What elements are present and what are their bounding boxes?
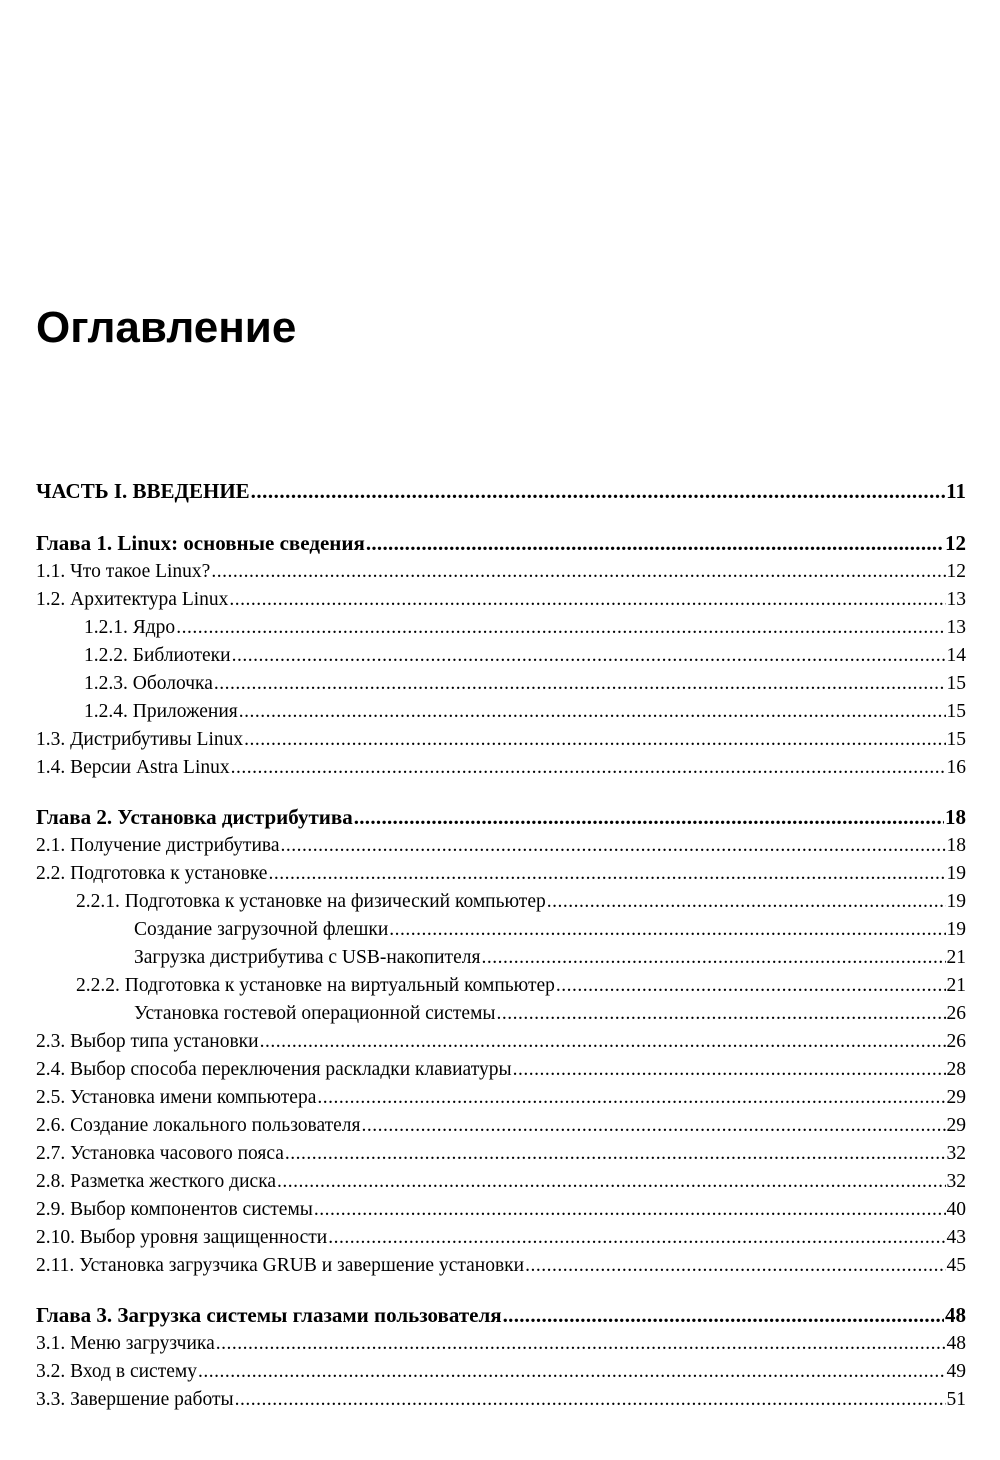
dot-leader [211, 558, 945, 586]
dot-leader [232, 642, 946, 670]
toc-label: 1.2.1. Ядро [84, 617, 176, 638]
toc-label: ЧАСТЬ I. ВВЕДЕНИЕ [36, 479, 250, 503]
toc-label: 2.2. Подготовка к установке [36, 863, 268, 884]
toc-subsection[interactable] [36, 614, 966, 642]
dot-leader [229, 586, 945, 614]
toc-label: Загрузка дистрибутива с USB-накопителя [134, 947, 481, 968]
toc-label: 2.1. Получение дистрибутива [36, 835, 280, 856]
toc-page-number: 43 [946, 1227, 966, 1248]
toc-page-number: 19 [946, 863, 966, 884]
dot-leader [231, 754, 946, 782]
toc-label: Глава 1. Linux: основные сведения [36, 531, 365, 555]
table-of-contents [36, 476, 966, 1414]
toc-page-number: 12 [946, 561, 966, 582]
toc-section[interactable] [36, 1196, 966, 1224]
toc-page-number: 13 [946, 617, 966, 638]
toc-subsubsection[interactable] [36, 944, 966, 972]
toc-label: 1.2.3. Оболочка [84, 673, 213, 694]
toc-label: 2.7. Установка часового пояса [36, 1143, 284, 1164]
toc-label: 3.1. Меню загрузчика [36, 1333, 215, 1354]
toc-section[interactable] [36, 558, 966, 586]
toc-page-number: 21 [946, 975, 966, 996]
toc-section[interactable] [36, 1112, 966, 1140]
toc-page-number: 29 [946, 1115, 966, 1136]
toc-page-number: 19 [946, 891, 966, 912]
dot-leader [556, 972, 946, 1000]
toc-label: 1.2.2. Библиотеки [84, 645, 231, 666]
dot-leader [244, 726, 945, 754]
toc-section[interactable] [36, 1028, 966, 1056]
toc-section[interactable] [36, 1056, 966, 1084]
toc-label: 2.2.1. Подготовка к установке на физический компьютер [76, 891, 546, 912]
dot-leader [389, 916, 945, 944]
toc-label: 2.3. Выбор типа установки [36, 1031, 259, 1052]
toc-section[interactable] [36, 754, 966, 782]
toc-page-number: 18 [946, 835, 966, 856]
toc-label: 2.9. Выбор компонентов системы [36, 1199, 313, 1220]
toc-page-number: 32 [946, 1171, 966, 1192]
toc-section[interactable] [36, 1224, 966, 1252]
toc-label: 1.3. Дистрибутивы Linux [36, 729, 244, 750]
toc-page-number: 45 [946, 1255, 966, 1276]
toc-subsubsection[interactable] [36, 916, 966, 944]
page-title: Оглавление [36, 303, 297, 352]
dot-leader [513, 1056, 946, 1084]
toc-page-number: 21 [946, 947, 966, 968]
dot-leader [366, 528, 944, 558]
toc-page-number: 13 [946, 589, 966, 610]
toc-section[interactable] [36, 1330, 966, 1358]
toc-label: 2.2.2. Подготовка к установке на виртуальный компьютер [76, 975, 555, 996]
toc-label: Глава 2. Установка дистрибутива [36, 805, 353, 829]
dot-leader [281, 832, 946, 860]
toc-page-number: 15 [946, 701, 966, 722]
dot-leader [547, 888, 946, 916]
toc-label: 3.3. Завершение работы [36, 1389, 234, 1410]
toc-page-number: 40 [946, 1199, 966, 1220]
dot-leader [235, 1386, 946, 1414]
toc-label: Глава 3. Загрузка системы глазами пользователя [36, 1303, 502, 1327]
toc-label: 2.5. Установка имени компьютера [36, 1087, 317, 1108]
dot-leader [314, 1196, 946, 1224]
toc-page-number: 18 [945, 805, 966, 829]
toc-label: 1.2.4. Приложения [84, 701, 238, 722]
toc-section[interactable] [36, 1140, 966, 1168]
dot-leader [260, 1028, 946, 1056]
toc-section[interactable] [36, 1084, 966, 1112]
toc-page-number: 12 [945, 531, 966, 555]
toc-subsection[interactable] [36, 698, 966, 726]
dot-leader [525, 1252, 945, 1280]
dot-leader [277, 1168, 945, 1196]
dot-leader [216, 1330, 946, 1358]
toc-page-number: 14 [946, 645, 966, 666]
toc-label: Установка гостевой операционной системы [134, 1003, 496, 1024]
toc-page-number: 48 [945, 1303, 966, 1327]
toc-section[interactable] [36, 1386, 966, 1414]
toc-page-number: 29 [946, 1087, 966, 1108]
toc-subsubsection[interactable] [36, 1000, 966, 1028]
dot-leader [251, 476, 945, 506]
toc-page-number: 48 [946, 1333, 966, 1354]
dot-leader [328, 1224, 945, 1252]
dot-leader [503, 1300, 944, 1330]
toc-page-number: 51 [946, 1389, 966, 1410]
toc-label: 2.11. Установка загрузчика GRUB и завершение установки [36, 1255, 525, 1276]
toc-label: 2.8. Разметка жесткого диска [36, 1171, 277, 1192]
toc-page-number: 26 [946, 1031, 966, 1052]
toc-section[interactable] [36, 1168, 966, 1196]
dot-leader [317, 1084, 945, 1112]
dot-leader [214, 670, 946, 698]
dot-leader [176, 614, 945, 642]
toc-subsection[interactable] [36, 972, 966, 1000]
dot-leader [268, 860, 945, 888]
toc-page-number: 32 [946, 1143, 966, 1164]
toc-label: 2.6. Создание локального пользователя [36, 1115, 361, 1136]
toc-page-number: 15 [946, 673, 966, 694]
toc-section[interactable] [36, 586, 966, 614]
toc-page-number: 28 [946, 1059, 966, 1080]
toc-subsection[interactable] [36, 670, 966, 698]
dot-leader [354, 802, 944, 832]
dot-leader [198, 1358, 946, 1386]
dot-leader [239, 698, 946, 726]
toc-chapter-2[interactable] [36, 802, 966, 832]
toc-section[interactable] [36, 860, 966, 888]
dot-leader [481, 944, 945, 972]
toc-part-1[interactable] [36, 476, 966, 506]
toc-page-number: 16 [946, 757, 966, 778]
toc-label: 2.4. Выбор способа переключения раскладки клавиатуры [36, 1059, 512, 1080]
toc-label: 2.10. Выбор уровня защищенности [36, 1227, 328, 1248]
dot-leader [497, 1000, 946, 1028]
toc-section[interactable] [36, 832, 966, 860]
toc-section[interactable] [36, 1252, 966, 1280]
toc-label: 1.1. Что такое Linux? [36, 561, 211, 582]
toc-label: 1.2. Архитектура Linux [36, 589, 229, 610]
toc-chapter-1[interactable] [36, 528, 966, 558]
toc-label: Создание загрузочной флешки [134, 919, 389, 940]
toc-section[interactable] [36, 1358, 966, 1386]
dot-leader [362, 1112, 946, 1140]
toc-subsection[interactable] [36, 888, 966, 916]
toc-page-number: 49 [946, 1361, 966, 1382]
toc-label: 1.4. Версии Astra Linux [36, 757, 230, 778]
toc-chapter-3[interactable] [36, 1300, 966, 1330]
toc-page-number: 26 [946, 1003, 966, 1024]
toc-page-number: 11 [946, 479, 966, 503]
toc-subsection[interactable] [36, 642, 966, 670]
toc-section[interactable] [36, 726, 966, 754]
toc-page-number: 19 [946, 919, 966, 940]
dot-leader [285, 1140, 946, 1168]
toc-page-number: 15 [946, 729, 966, 750]
toc-label: 3.2. Вход в систему [36, 1361, 197, 1382]
